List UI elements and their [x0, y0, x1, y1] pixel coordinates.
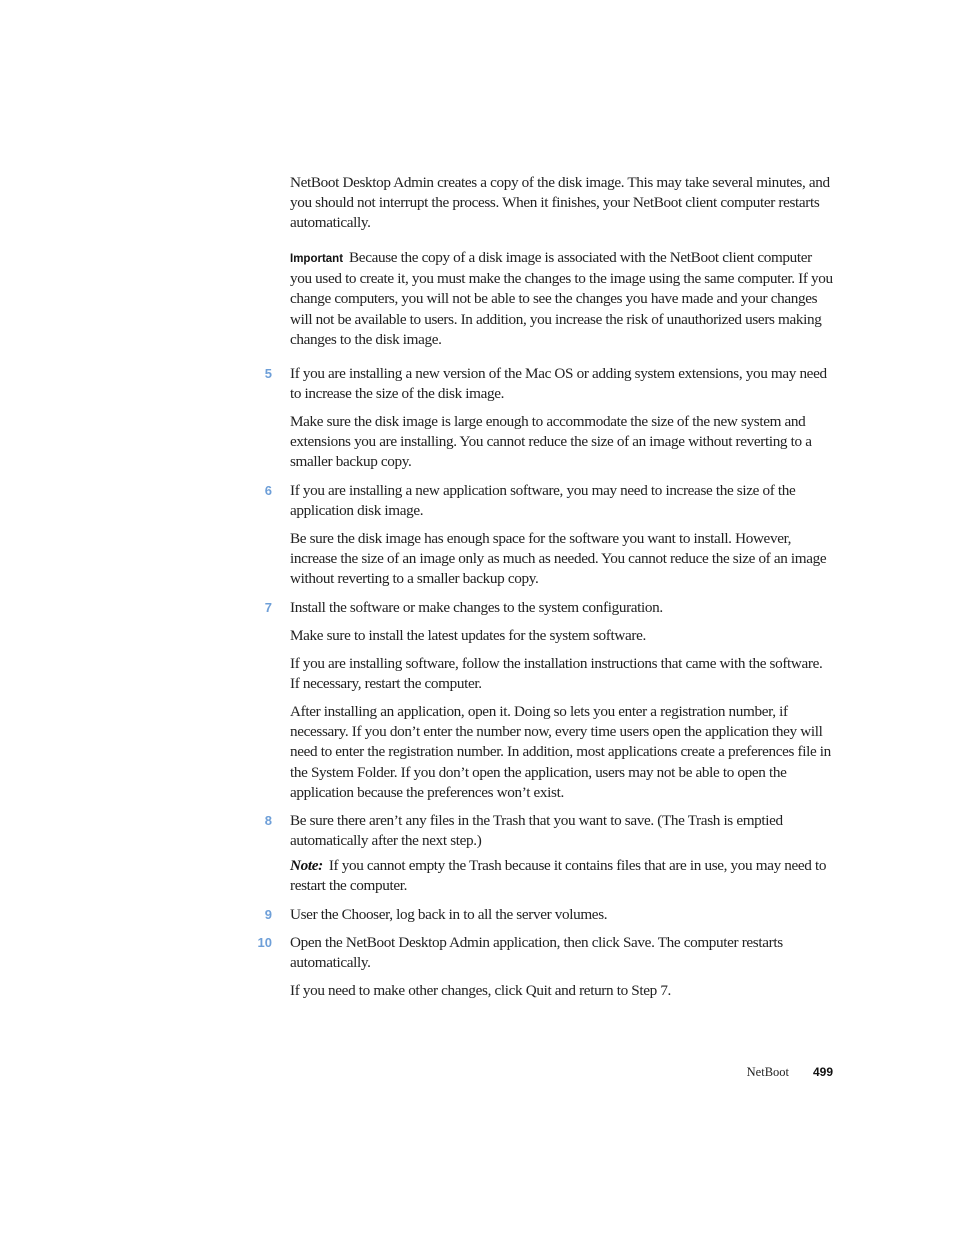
note-paragraph: [290, 856, 835, 896]
step-number-5: 5: [264, 366, 272, 381]
step-7-detail-3: After installing an application, open it. Doing so lets you enter a registration number, if necessary. If you don’t enter the number now, every time users open the application they will need to enter the registration number. In addition, most applications create a preferences file in the System Folder. If you don’t open the application, users may not be able to open the application because the preferences won’t exist.: [290, 703, 831, 801]
step-8-text: Be sure there aren’t any files in the Trash that you want to save. (The Trash is emptied automatically after the next step.): [290, 812, 783, 850]
important-paragraph: [290, 248, 835, 350]
important-text: Because the copy of a disk image is associated with the NetBoot client computer you used to create it, you must make the changes to the image using the same computer. If you change computers, you will not be able to see the changes you have made and your changes will not be available to users. In addition, you increase the risk of unauthorized users making changes to the disk image.: [290, 249, 833, 348]
step-9-text: User the Chooser, log back in to all the server volumes.: [290, 906, 608, 923]
step-7-text: Install the software or make changes to the system configuration.: [290, 599, 663, 616]
step-number-8: 8: [264, 813, 272, 828]
note-text: If you cannot empty the Trash because it contains files that are in use, you may need to restart the computer.: [290, 857, 827, 895]
footer-section-title: NetBoot: [746, 1065, 789, 1079]
note-label: Note:: [290, 857, 323, 874]
step-number-6: 6: [264, 483, 272, 498]
step-number-10: 10: [257, 935, 272, 950]
step-6-text: If you are installing a new application software, you may need to increase the size of the application disk image.: [290, 482, 796, 520]
step-10-detail: If you need to make other changes, click Quit and return to Step 7.: [290, 982, 672, 999]
step-5-text: If you are installing a new version of the Mac OS or adding system extensions, you may need to increase the size of the disk image.: [290, 365, 827, 403]
step-number-9: 9: [264, 907, 272, 922]
intro-paragraph: NetBoot Desktop Admin creates a copy of the disk image. This may take several minutes, and you should not interrupt the process. When it finishes, your NetBoot client computer restarts automatically.: [290, 174, 830, 232]
step-7-detail-1: Make sure to install the latest updates for the system software.: [290, 627, 646, 644]
step-number-7: 7: [264, 600, 272, 615]
page-number: 499: [812, 1065, 833, 1079]
step-5-detail: Make sure the disk image is large enough to accommodate the size of the new system and extensions you are installing. You cannot reduce the size of an image without reverting to a smaller backup copy.: [290, 413, 812, 471]
step-6-detail: Be sure the disk image has enough space for the software you want to install. However, increase the size of an image only as much as needed. You cannot reduce the size of an image without reverting to a smaller backup copy.: [290, 530, 827, 588]
step-10-text: Open the NetBoot Desktop Admin application, then click Save. The computer restarts automatically.: [290, 934, 783, 972]
important-label: Important: [290, 253, 344, 265]
step-7-detail-2: If you are installing software, follow the installation instructions that came with the software. If necessary, restart the computer.: [290, 655, 823, 693]
